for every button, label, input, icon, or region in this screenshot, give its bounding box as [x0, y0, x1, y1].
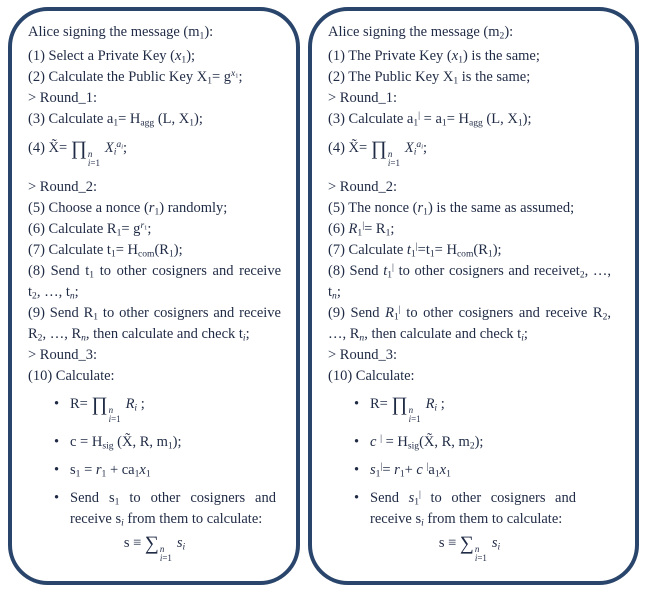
protocol-line: (6) $R_1^|= R_1$;	[328, 219, 395, 239]
protocol-line: (8) Send $t_1$ to other cosigners and receive $t_2$, …, $t_n$;	[28, 262, 282, 302]
panel-title: Alice signing the message $(m_1)$:	[28, 24, 214, 42]
big-operator: ∏	[370, 138, 387, 160]
protocol-line: (4) X̃= ∏ n i=1 $X_i^{a_i}$;	[328, 138, 427, 169]
operator-limits: n i=1	[87, 148, 100, 169]
bullet-marker: •	[54, 461, 60, 478]
protocol-line: > Round_2:	[328, 178, 398, 195]
operator-limits: n i=1	[474, 543, 487, 563]
protocol-line: (9) Send $R_1$ to other cosigners and receive $R_2$, …, $R_n$, then calculate and check $t_i$;	[28, 304, 281, 344]
protocol-line: (10) Calculate:	[28, 367, 115, 384]
protocol-line: > Round_2:	[28, 178, 98, 195]
bullet-text: c $^| = H_{sig}(X̃$, R, $m_2$);	[370, 432, 484, 451]
bullet-marker: •	[354, 489, 360, 506]
protocol-line: (7) Calculate $t_1= H_{com}(R_1)$;	[28, 241, 183, 260]
bullet-marker: •	[354, 461, 360, 478]
bullet-marker: •	[354, 433, 360, 450]
protocol-line: (2) Calculate the Public Key $X_1= g^{x_1}$;	[28, 67, 243, 87]
bullet-marker: •	[354, 395, 360, 412]
protocol-line: > Round_1:	[328, 90, 398, 106]
bullet-marker: •	[54, 489, 60, 506]
protocol-line: (5) The nonce $(r_1)$ is the same as assumed;	[328, 199, 575, 218]
bullet-text: $c = H_{sig}$ (X̃, R, $m_1$);	[70, 433, 182, 451]
big-operator: ∏	[91, 394, 108, 416]
bullet-marker: •	[54, 395, 60, 412]
protocol-line: (2) The Public Key $X_1$ is the same;	[328, 69, 531, 87]
panel-title: Alice signing the message $(m_2)$:	[328, 24, 514, 42]
big-operator: ∑	[459, 532, 474, 554]
protocol-line: (10) Calculate:	[328, 367, 415, 384]
right-protocol-panel	[308, 7, 639, 585]
protocol-line: > Round_1:	[28, 90, 98, 106]
bullet-item	[28, 394, 281, 425]
protocol-line: (7) Calculate $t_1^|=t_1= H_{com}(R_1)$;	[328, 240, 502, 260]
protocol-line: (8) Send $t_1^|$ to other cosigners and receivet$_2$, …, $t_n$;	[328, 261, 611, 302]
bullet-text: R= ∏ n i=1 $R_i$ ;	[370, 394, 445, 425]
left-protocol-panel	[8, 7, 300, 585]
protocol-line: (6) Calculate $R_1= g^{r_1}$;	[28, 219, 152, 239]
bullet-item	[328, 394, 611, 425]
bullet-item	[28, 488, 281, 530]
operator-limits: n i=1	[387, 148, 400, 169]
protocol-line: (4) X̃= ∏ n i=1 $X_i^{a_i}$;	[28, 138, 127, 169]
protocol-line: > Round_3:	[328, 346, 398, 363]
bullet-item	[328, 432, 611, 453]
big-operator: ∏	[391, 394, 408, 416]
final-sum-line: s ≡ ∑ n i=1 $s_i$	[438, 532, 501, 563]
bullet-marker: •	[54, 433, 60, 450]
protocol-line: (5) Choose a nonce $(r_1)$ randomly;	[28, 199, 228, 218]
protocol-line: > Round_3:	[28, 346, 98, 363]
protocol-line: (1) The Private Key $(x_1)$ is the same;	[328, 48, 540, 66]
bullet-text: $s_1^|= r_1+ c$ $^|a_1x_1$	[370, 460, 451, 479]
big-operator: ∏	[70, 138, 87, 160]
operator-limits: n i=1	[159, 543, 172, 563]
bullet-item	[328, 488, 611, 530]
final-sum-line: s ≡ ∑ n i=1 $s_i$	[123, 532, 186, 563]
bullet-item	[328, 460, 611, 481]
protocol-line: (3) Calculate $a_1= H_{agg}$ (L, $X_1$);	[28, 111, 203, 129]
protocol-line: (1) Select a Private Key $(x_1)$;	[28, 48, 196, 66]
bullet-text: Send $s_1$ to other cosigners and receive $s_i$ from them to calculate:	[70, 489, 276, 528]
bullet-item	[28, 460, 281, 481]
bullet-text: $s_1 = r_1 + ca_1x_1$	[70, 461, 151, 479]
operator-limits: n i=1	[108, 404, 121, 425]
bullet-text: Send $s_1^|$ to other cosigners and receive $s_i$ from them to calculate:	[370, 488, 576, 528]
bullet-item	[28, 432, 281, 453]
big-operator: ∑	[144, 532, 159, 554]
bullet-text: R= ∏ n i=1 $R_i$ ;	[70, 394, 145, 425]
protocol-line: (9) Send $R_1^|$ to other cosigners and receive $R_2$, …, $R_n$, then calculate and check $t_i$;	[328, 303, 611, 344]
operator-limits: n i=1	[408, 404, 421, 425]
protocol-line: (3) Calculate $a_1^| = a_1= H_{agg}$ (L, $X_1$);	[328, 109, 532, 129]
